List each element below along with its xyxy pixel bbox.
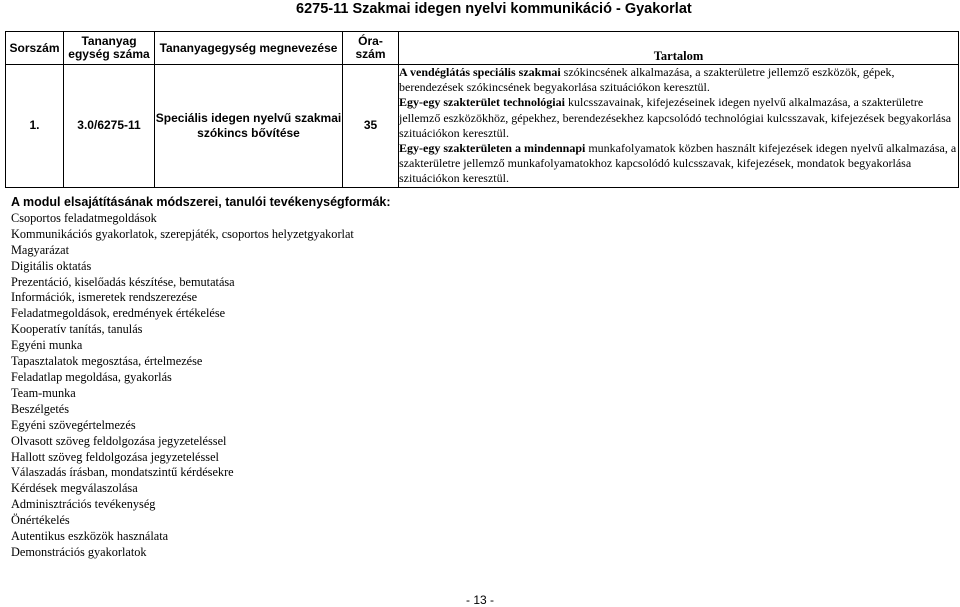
- cell-oraszam: 35: [343, 65, 399, 188]
- cell-tartalom: [399, 65, 959, 188]
- page-number: - 13 -: [466, 593, 495, 607]
- list-item: Kérdések megválaszolása: [11, 481, 138, 496]
- cell-sorszam: 1.: [6, 65, 64, 188]
- header-oraszam: Óra- szám: [343, 32, 399, 65]
- list-item: Adminisztrációs tevékenység: [11, 497, 156, 512]
- list-item: Feladatmegoldások, eredmények értékelése: [11, 306, 226, 321]
- methods-section: [11, 195, 391, 561]
- list-item: Kooperatív tanítás, tanulás: [11, 322, 143, 337]
- list-item: Önértékelés: [11, 513, 70, 528]
- list-item: Tapasztalatok megosztása, értelmezése: [11, 354, 203, 369]
- cell-megnevezes: Speciális idegen nyelvű szakmai szókincs bővítése: [155, 65, 343, 188]
- list-item: Információk, ismeretek rendszerezése: [11, 290, 198, 305]
- list-item: Demonstrációs gyakorlatok: [11, 544, 147, 559]
- header-egyseg-szama: Tananyag egység száma: [64, 32, 155, 65]
- content-paragraph: Egy-egy szakterületen a mindennapi munkafolyamatok közben használt kifejezések idegen nyelvű alkalmazása, a szakterületre jellemző munkafolyamatokhoz kapcsolódó kulcsszavak, kifejezések, mondatok begyakorlása szituációkon keresztül.: [399, 141, 957, 186]
- list-item: Kommunikációs gyakorlatok, szerepjáték, csoportos helyzetgyakorlat: [11, 226, 354, 241]
- list-item: Egyéni szövegértelmezés: [11, 417, 136, 432]
- list-item: Egyéni munka: [11, 338, 83, 353]
- list-item: Magyarázat: [11, 242, 70, 257]
- list-item: Digitális oktatás: [11, 258, 92, 273]
- list-item: Beszélgetés: [11, 401, 70, 416]
- table-header-row: [6, 32, 959, 65]
- list-item: Válaszadás írásban, mondatszintű kérdésekre: [11, 465, 234, 480]
- list-item: Prezentáció, kiselőadás készítése, bemutatása: [11, 274, 235, 289]
- list-item: Csoportos feladatmegoldások: [11, 210, 157, 225]
- list-item: Feladatlap megoldása, gyakorlás: [11, 369, 172, 384]
- curriculum-table: [5, 31, 959, 188]
- content-paragraph: A vendéglátás speciális szakmai szókincsének alkalmazása, a szakterületre jellemző eszközök, gépek, berendezések szókincsének begyakorlása szituációkon keresztül.: [399, 65, 895, 95]
- list-item: Autentikus eszközök használata: [11, 529, 169, 544]
- list-item: Olvasott szöveg feldolgozása jegyzeteléssel: [11, 433, 227, 448]
- methods-heading: A modul elsajátításának módszerei, tanulói tevékenységformák:: [11, 195, 391, 209]
- header-tartalom: Tartalom: [399, 32, 959, 65]
- list-item: Team-munka: [11, 385, 76, 400]
- list-item: Hallott szöveg feldolgozása jegyzeteléssel: [11, 449, 219, 464]
- header-megnevezes: Tananyagegység megnevezése: [155, 32, 343, 65]
- table-row: [6, 65, 959, 188]
- content-paragraph: Egy-egy szakterület technológiai kulcsszavainak, kifejezéseinek idegen nyelvű alkalmazása, a szakterületre jellemző eszközökhöz, gépekhez, berendezésekhez kapcsolódó technológiai kulcsszavak, kifejezések begyakorlása szituációkon keresztül.: [399, 95, 952, 140]
- header-sorszam: Sorszám: [6, 32, 64, 65]
- cell-egyseg-szama: 3.0/6275-11: [64, 65, 155, 188]
